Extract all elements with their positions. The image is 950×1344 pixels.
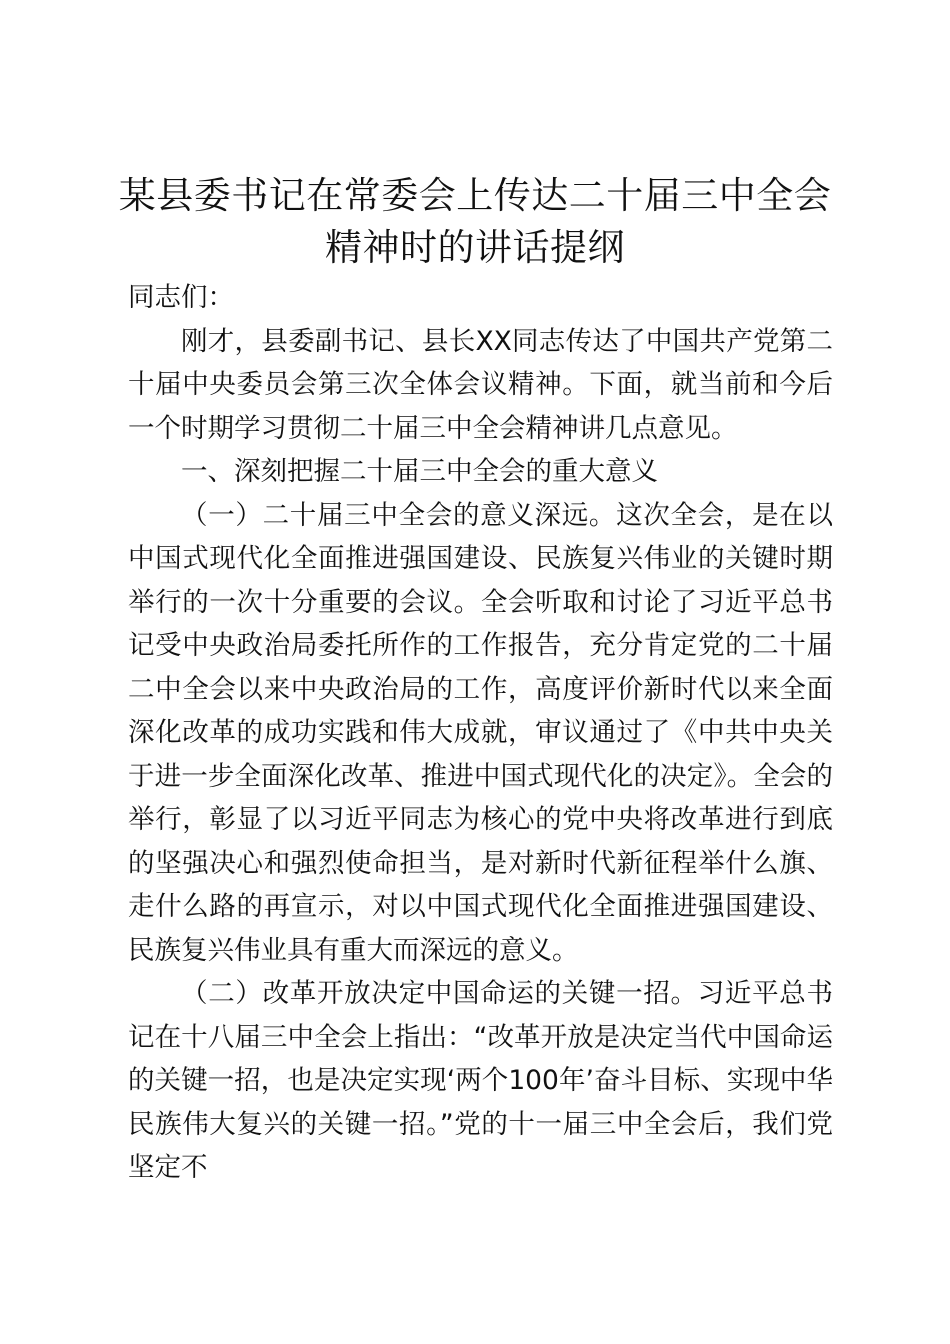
- salutation: 同志们：: [128, 282, 234, 313]
- paragraph-1-2: （二）改革开放决定中国命运的关键一招。习近平总书记在十八届三中全会上指出：“改革开放是决定当代中国命运的关键一招，也是决定实现‘两个100年’奋斗目标、实现中华民族伟大复兴的关键一招。”党的十一届三中全会后，我们党坚定不: [128, 978, 833, 1183]
- document-body: [128, 276, 833, 1190]
- document-title: 某县委书记在常委会上传达二十届三中全会精神时的讲话提纲: [118, 174, 832, 269]
- paragraph-intro: 刚才，县委副书记、县长XX同志传达了中国共产党第二十届中央委员会第三次全体会议精神。下面，就当前和今后一个时期学习贯彻二十届三中全会精神讲几点意见。: [128, 325, 833, 444]
- section-heading-1: 一、深刻把握二十届三中全会的重大意义: [181, 456, 658, 487]
- paragraph-1-1: （一）二十届三中全会的意义深远。这次全会，是在以中国式现代化全面推进强国建设、民族复兴伟业的关键时期举行的一次十分重要的会议。全会听取和讨论了习近平总书记受中央政治局委托所作的工作报告，充分肯定党的二十届二中全会以来中央政治局的工作，高度评价新时代以来全面深化改革的成功实践和伟大成就，审议通过了《中共中央关于进一步全面深化改革、推进中国式现代化的决定》。全会的举行，彰显了以习近平同志为核心的党中央将改革进行到底的坚强决心和强烈使命担当，是对新时代新征程举什么旗、走什么路的再宣示，对以中国式现代化全面推进强国建设、民族复兴伟业具有重大而深远的意义。: [128, 499, 833, 966]
